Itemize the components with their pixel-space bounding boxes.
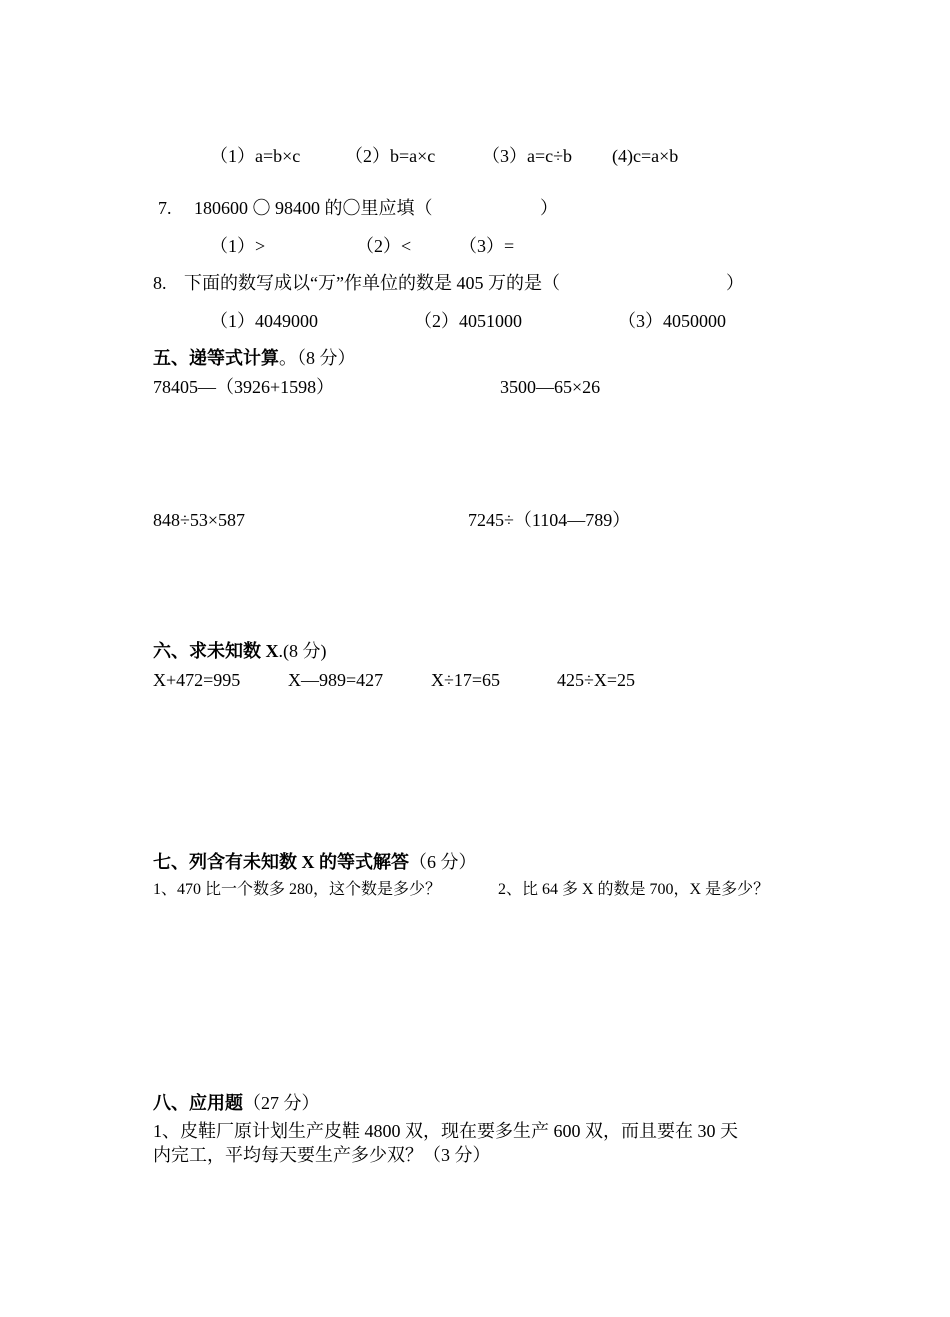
q8-option-3: （3）4050000 — [618, 311, 726, 331]
sec7-problem-1: 1、470 比一个数多 280，这个数是多少？ — [153, 881, 442, 898]
sec8-q1-line-1: 1、皮鞋厂原计划生产皮鞋 4800 双，现在要多生产 600 双，而且要在 30 天 — [153, 1121, 738, 1141]
sec6-problem-1: X+472=995 — [153, 670, 241, 690]
sec5-problem-1: 78405—（3926+1598） — [153, 377, 335, 397]
sec6-problem-2: X—989=427 — [288, 670, 384, 690]
section-8-title: 八、应用题 — [153, 1093, 243, 1113]
sec7-problem-2: 2、比 64 多 X 的数是 700，X 是多少？ — [498, 881, 770, 898]
sec5-problem-2: 3500—65×26 — [500, 377, 601, 397]
section-5-heading — [153, 347, 356, 369]
sec6-problem-3: X÷17=65 — [431, 670, 501, 690]
sec8-q1-line-2: 内完工，平均每天要生产多少双？（3 分） — [153, 1145, 491, 1165]
section-5-score: 。（8 分） — [279, 348, 356, 368]
q7-close-paren: ） — [540, 198, 558, 218]
section-8-score: （27 分） — [243, 1093, 320, 1113]
section-7-title: 七、列含有未知数 X 的等式解答 — [153, 852, 409, 872]
q6-option-3: （3）a=c÷b — [482, 146, 573, 166]
sec5-problem-4: 7245÷（1104—789） — [468, 510, 631, 530]
q6-option-4: (4)c=a×b — [612, 146, 679, 166]
q7-option-1: （1）> — [210, 236, 266, 256]
q8-option-1: （1）4049000 — [210, 311, 318, 331]
section-5-title: 五、递等式计算 — [153, 348, 279, 368]
q8-close-paren: ） — [726, 273, 744, 293]
section-6-title: 六、求未知数 X — [153, 641, 279, 661]
section-6-score: .(8 分) — [278, 641, 327, 661]
q8-option-2: （2）4051000 — [414, 311, 522, 331]
sec5-problem-3: 848÷53×587 — [153, 510, 246, 530]
q7-text: 180600 〇 98400 的〇里应填（ — [194, 198, 433, 218]
section-7-score: （6 分） — [409, 852, 477, 872]
sec6-problem-4: 425÷X=25 — [557, 670, 636, 690]
q7-number: 7. — [158, 198, 172, 218]
q6-option-1: （1）a=b×c — [210, 146, 301, 166]
q6-option-2: （2）b=a×c — [345, 146, 436, 166]
q7-option-2: （2）< — [356, 236, 412, 256]
section-6-heading — [153, 640, 327, 662]
q8-text: 下面的数写成以“万”作单位的数是 405 万的是（ — [184, 273, 560, 293]
section-8-heading — [153, 1092, 320, 1114]
q7-option-3: （3）= — [459, 236, 515, 256]
q8-number: 8. — [153, 273, 167, 293]
section-7-heading — [153, 851, 477, 873]
